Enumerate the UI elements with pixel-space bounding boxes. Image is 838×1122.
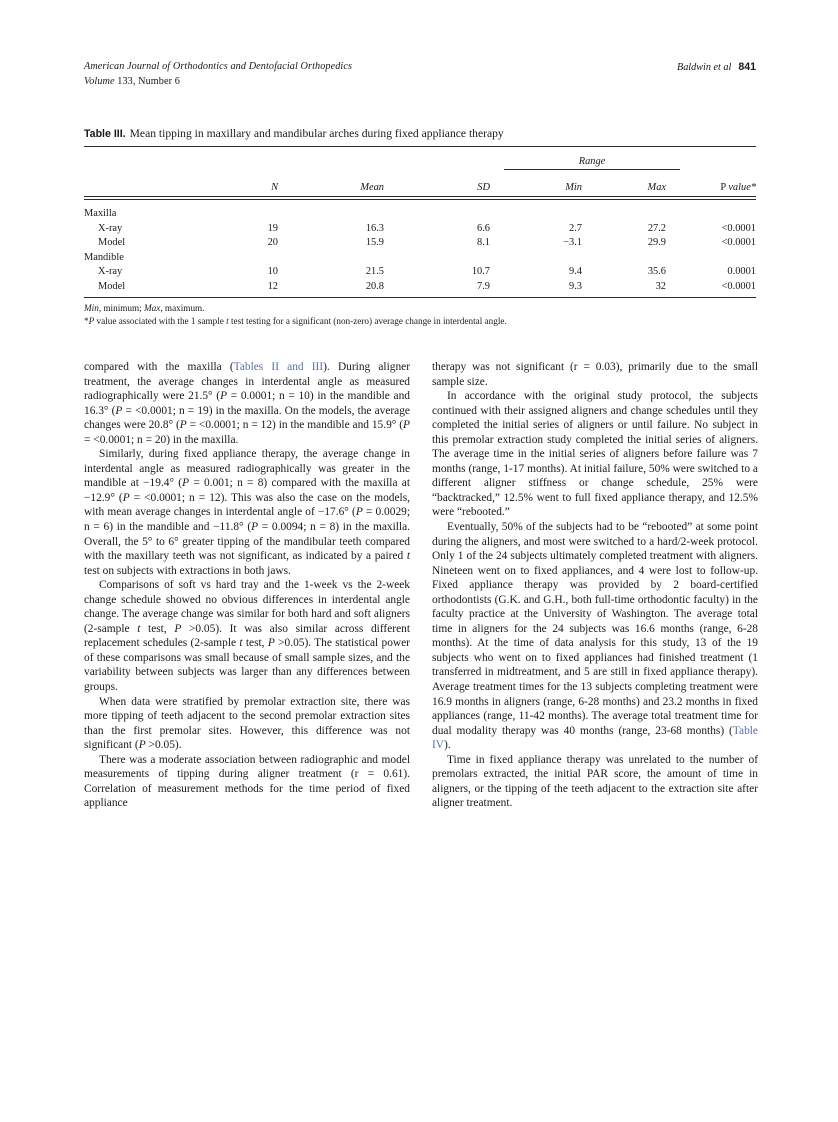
text-run: >0.05). The statistical power of these comparisons was small because of small sample sizes, and the variability between subjects was larger than any differences between groups.: [84, 637, 410, 694]
table-caption: [84, 126, 756, 142]
row-sd: [398, 205, 504, 220]
abbrev-max-def: , maximum.: [160, 303, 205, 314]
right-column: [432, 360, 758, 811]
p-italic: P: [403, 419, 410, 432]
row-max: 27.2: [647, 222, 666, 234]
row-label: X-ray: [98, 222, 123, 234]
col-header-mean: Mean: [360, 182, 384, 193]
row-mean: [292, 205, 398, 220]
table-label: Table III.: [84, 128, 126, 140]
table-p-value-note: [84, 315, 756, 328]
footnote-t-italic: t: [226, 315, 229, 326]
row-label: Model: [98, 281, 126, 293]
paragraph: [84, 695, 410, 753]
col-header-p-prefix: P: [720, 182, 729, 193]
range-spacer-sd: [398, 147, 504, 170]
table-head: [84, 147, 756, 196]
p-italic: P: [138, 739, 146, 752]
row-mean: 15.9: [365, 237, 384, 249]
row-n: 10: [267, 266, 278, 278]
table-column-header-row: [84, 170, 756, 197]
abbrev-max: Max: [144, 303, 161, 314]
table-row: [84, 277, 756, 292]
text-run: compared with the maxilla (: [84, 361, 234, 373]
p-italic: P: [220, 390, 228, 403]
row-p: 0.0001: [727, 266, 756, 278]
row-label: Maxilla: [84, 208, 117, 220]
row-min: 2.7: [569, 222, 582, 234]
row-mean: 20.8: [365, 281, 384, 293]
author-citation: Baldwin et al: [676, 62, 732, 73]
range-group-label: Range: [504, 147, 680, 170]
text-run: When data were stratified by premolar extraction site, there was more tipping of teeth adjacent to the second premolar extraction sites than the first premolar sites. However, this difference was not significant (: [84, 695, 410, 752]
paragraph: [84, 578, 410, 694]
table-row: [84, 205, 756, 220]
col-header-max: Max: [647, 182, 667, 193]
row-mean: 21.5: [365, 266, 384, 278]
paragraph: [84, 447, 410, 578]
row-n: [200, 248, 292, 263]
paragraph: In accordance with the original study protocol, the subjects continued with their assigned aligners and change schedules until they completed the initial series of aligners or until failure. No subject in this premolar extraction study completed the initial series of aligners. The average time in the initial series of aligners before failure was 7 months (range, 1-17 months). At initial failure, 50% were switched to a different aligner stiffness or change schedule, 25% were “backtracked,” 12.5% went to full fixed appliance therapy, and 12.5% were “rebooted.”: [432, 390, 758, 519]
text-run: = 0.0029; n = 6) in the mandible and −11.8° (: [84, 506, 410, 534]
table-cross-reference[interactable]: Table IV: [432, 724, 758, 752]
row-max: 35.6: [647, 266, 666, 278]
row-min: [504, 248, 596, 263]
row-sd: 10.7: [471, 266, 490, 278]
row-mean: [292, 248, 398, 263]
body-text: [84, 360, 758, 811]
p-italic: P: [115, 404, 123, 417]
row-min: −3.1: [563, 237, 582, 249]
running-head-left: [84, 60, 352, 89]
range-group-header-row: [84, 147, 756, 170]
row-max: 29.9: [647, 237, 666, 249]
text-run: = <0.0001; n = 19) in the maxilla. On the models, the average changes were 20.8° (: [84, 404, 410, 432]
paragraph: There was a moderate association between radiographic and model measurements of tipping during aligner treatment (r = 0.61). Correlation of measurement methods for the time period of fixed appliance: [84, 753, 410, 810]
t-italic: t: [406, 550, 410, 563]
p-italic: P: [179, 419, 187, 432]
table-row: [84, 248, 756, 263]
text-run: = <0.0001; n = 12) in the mandible and 15.9° (: [186, 419, 404, 432]
text-run: = <0.0001; n = 12). This was also the case on the models, with mean average changes in interdental angle of −17.6° (: [84, 491, 410, 519]
table-caption-text: Mean tipping in maxillary and mandibular arches during fixed appliance therapy: [129, 127, 504, 140]
text-run: >0.05).: [145, 739, 182, 752]
table-iii-block: [84, 126, 756, 327]
left-column: [84, 360, 410, 811]
row-p: <0.0001: [721, 237, 756, 249]
journal-title: American Journal of Orthodontics and Dentofacial Orthopedics: [84, 61, 353, 72]
row-p: <0.0001: [721, 222, 756, 234]
table-abbreviations-note: [84, 302, 756, 315]
text-run: test,: [140, 622, 175, 635]
paragraph: therapy was not significant (r = 0.03), primarily due to the small sample size.: [432, 361, 758, 388]
table-row: [84, 234, 756, 249]
text-run: test,: [242, 637, 268, 650]
t-italic: t: [137, 622, 141, 635]
row-p: <0.0001: [721, 281, 756, 293]
col-header-sd: SD: [477, 182, 490, 193]
col-header-p-value: [680, 170, 756, 197]
footnote-text-b: test testing for a significant (non-zero) average change in interdental angle.: [228, 315, 507, 326]
abbrev-min: Min: [84, 303, 99, 314]
row-sd: 8.1: [477, 237, 490, 249]
p-italic: P: [251, 521, 259, 534]
page-number: 841: [738, 61, 756, 73]
text-run: ). During aligner treatment, the average changes in interdental angle as measured radiographically were 21.5° (: [84, 361, 410, 403]
row-min: 9.3: [569, 281, 582, 293]
row-n: [200, 205, 292, 220]
t-italic: t: [239, 637, 243, 650]
col-header-p-italic: value*: [728, 182, 757, 193]
p-italic: P: [122, 491, 130, 504]
row-sd: 7.9: [477, 281, 490, 293]
text-run: ).: [444, 739, 451, 752]
paragraph: [432, 520, 758, 753]
text-run: >0.05). It was also similar across different replacement schedules (2-sample: [84, 622, 410, 650]
text-run: = 0.0094; n = 8) in the maxilla. Overall, the 5° to 6° greater tipping of the mandibular teeth compared with the maxillary teeth was not significant, as indicated by a paired: [84, 521, 410, 563]
footnote-marker: *: [84, 315, 89, 326]
paragraph: Time in fixed appliance therapy was unrelated to the number of premolars extracted, the initial PAR score, the amount of time in aligners, or the tipping of the teeth adjacent to the extraction site after aligner treatment.: [432, 753, 758, 810]
text-run: = 0.0001; n = 10) in the mandible and 16.3° (: [84, 390, 410, 417]
col-header-min: Min: [565, 182, 582, 193]
table-body: [84, 200, 756, 298]
volume-label: Volume: [84, 75, 115, 87]
text-run: Comparisons of soft vs hard tray and the 1-week vs the 2-week change schedule showed no obvious differences in interdental angle change. The average change was similar for both hard and soft aligners (2-sample: [84, 579, 410, 635]
row-label: Mandible: [84, 251, 124, 263]
row-max: 32: [655, 281, 666, 293]
footnote-p-italic: P: [88, 315, 95, 326]
table-iii: [84, 147, 756, 196]
text-run: Similarly, during fixed appliance therapy, the average change in interdental angle as measured radiographically was greater in the mandible at −19.4° (: [84, 448, 410, 490]
volume-number: 133, Number 6: [117, 75, 180, 87]
range-spacer-label: [84, 147, 200, 170]
row-sd: 6.6: [477, 222, 490, 234]
table-row: [84, 263, 756, 278]
table-footnotes: [84, 302, 756, 327]
row-p: [680, 205, 756, 220]
row-sd: [398, 248, 504, 263]
row-mean: 16.3: [365, 222, 384, 234]
row-label: Model: [98, 237, 126, 249]
abbrev-min-def: , minimum;: [98, 303, 144, 314]
p-italic: P: [182, 477, 190, 490]
text-run: test on subjects with extractions in both jaws.: [84, 564, 291, 577]
footnote-text-a: value associated with the 1 sample: [94, 315, 227, 326]
row-max: [596, 205, 680, 220]
col-header-n: N: [271, 182, 278, 193]
table-cross-reference[interactable]: Tables II and III: [233, 361, 324, 373]
row-p: [680, 248, 756, 263]
running-head-right: [677, 60, 756, 76]
row-min: [504, 205, 596, 220]
table-bottom-rule: [84, 297, 756, 298]
text-run: Eventually, 50% of the subjects had to be “rebooted” at some point during the aligners, and most were switched to a hard/2-week protocol. Only 1 of the 24 subjects ultimately completed treatment with aligners. Nineteen went on to fixed appliances, and 4 were lost to follow-up. Fixed appliance therapy was provided by 2 board-certified orthodontists (G.K. and G.H., both full-time orthodontic faculty) in the faculty practice at the University of Washington. The average total time in aligners for the 24 subjects was 16.6 months (range, 6-28 months). At the time of data analysis for this study, 13 of the 19 subjects who went on to fixed appliances had finished treatment (1 transferred in midtreatment, and 5 are still in fixed appliance therapy). Average treatment times for the 13 subjects completing treatment were 16.9 months in aligners (range, 6-28 months) and 23.2 months in fixed appliances (range, 11-42 months). The average total treatment time for dual modality therapy was 40 months (range, 23-68 months) (: [432, 521, 758, 737]
range-spacer-mean: [292, 147, 398, 170]
range-spacer-p: [680, 147, 756, 170]
p-italic: P: [355, 506, 363, 519]
row-label: X-ray: [98, 266, 123, 278]
row-n: 20: [267, 237, 278, 249]
range-spacer-n: [200, 147, 292, 170]
row-n: 19: [267, 222, 278, 234]
row-n: 12: [267, 281, 278, 293]
p-italic: P: [174, 622, 182, 635]
volume-line: [84, 75, 352, 90]
table-row: [84, 219, 756, 234]
col-header-label: [84, 170, 200, 197]
paragraph: [84, 360, 410, 447]
table-iii-body: [84, 200, 756, 298]
p-italic: P: [267, 637, 275, 650]
row-max: [596, 248, 680, 263]
text-run: = 0.001; n = 8) compared with the maxilla at −12.9° (: [84, 477, 410, 504]
text-run: = <0.0001; n = 20) in the maxilla.: [84, 433, 239, 446]
running-head: [84, 60, 756, 94]
row-min: 9.4: [569, 266, 582, 278]
